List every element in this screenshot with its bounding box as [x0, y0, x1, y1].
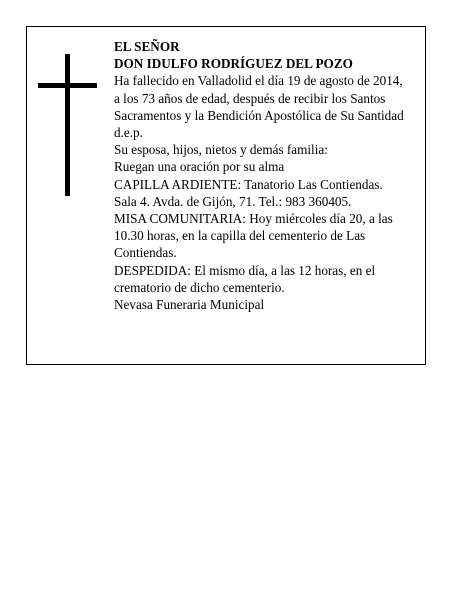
body-line: a los 73 años de edad, después de recibir los Santos — [114, 90, 386, 106]
body-line: 10.30 horas, en la capilla del cementerio de Las — [114, 228, 366, 244]
cross-horizontal-bar — [38, 83, 97, 88]
body-line: crematorio de dicho cementerio. — [114, 279, 285, 295]
body-line: Sacramentos y la Bendición Apostólica de Su Santidad — [114, 107, 404, 123]
heading-line-1: EL SEÑOR — [114, 39, 180, 54]
funeral-home-name: Nevasa Funeraria Municipal — [114, 297, 265, 313]
body-line: Contiendas. — [114, 245, 177, 261]
body-line: d.e.p. — [114, 125, 143, 141]
body-line: CAPILLA ARDIENTE: Tanatorio Las Contiendas. — [114, 176, 383, 192]
obituary-text — [114, 38, 419, 313]
body-line: Ha fallecido en Valladolid el día 19 de agosto de 2014, — [114, 73, 403, 89]
body-line: Sala 4. Avda. de Gijón, 71. Tel.: 983 360405. — [114, 193, 352, 209]
body-line: Ruegan una oración por su alma — [114, 159, 285, 175]
body-line: Su esposa, hijos, nietos y demás familia: — [114, 142, 328, 158]
cross-vertical-bar — [65, 54, 70, 196]
body-line: MISA COMUNITARIA: Hoy miércoles día 20, a las — [114, 211, 393, 227]
deceased-name: DON IDULFO RODRÍGUEZ DEL POZO — [114, 56, 353, 72]
body-line: DESPEDIDA: El mismo día, a las 12 horas, en el — [114, 262, 376, 278]
